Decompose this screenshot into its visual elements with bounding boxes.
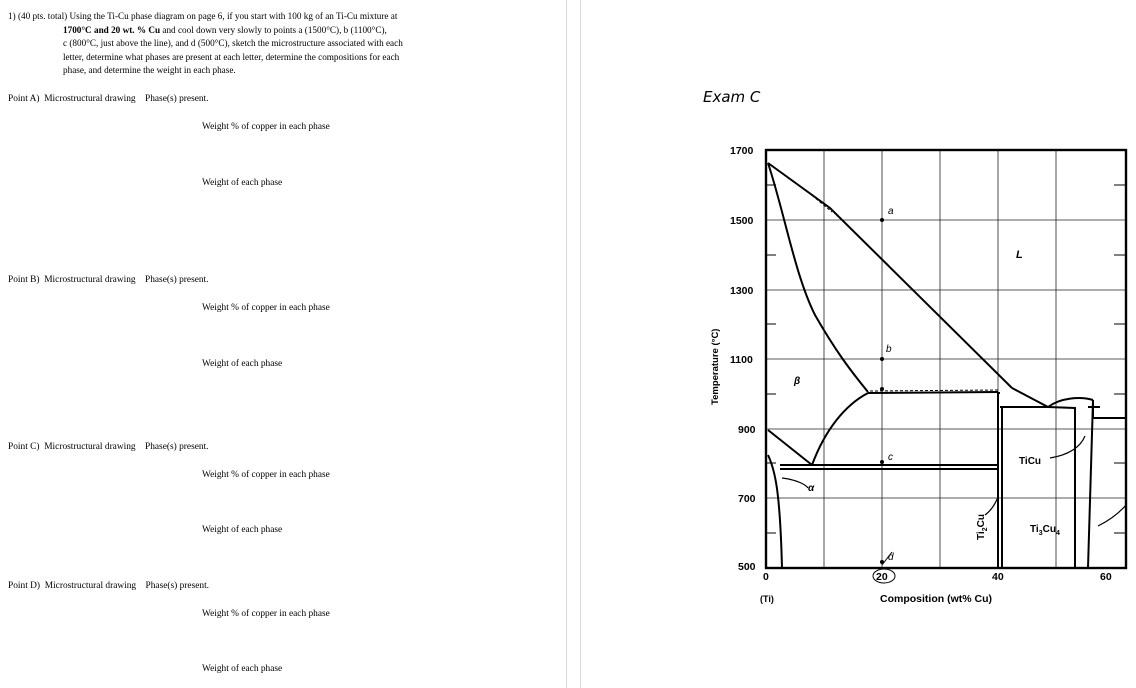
y-tick-900: 900 bbox=[738, 424, 756, 436]
hand-label-b: b bbox=[886, 344, 892, 355]
point-a-drawing-label: Microstructural drawing bbox=[44, 94, 136, 104]
ti2cu-cu: Cu bbox=[976, 514, 987, 528]
point-a-header bbox=[8, 94, 209, 104]
y-axis-label: Temperature (°C) bbox=[710, 328, 721, 405]
x-tick-0: 0 bbox=[763, 571, 769, 583]
point-b-header bbox=[8, 275, 209, 285]
grid bbox=[766, 150, 1126, 568]
page-divider-left bbox=[566, 0, 567, 688]
point-d-weight-label: Weight of each phase bbox=[202, 664, 283, 674]
point-d-title: Point D) bbox=[8, 581, 41, 591]
hand-label-a: a bbox=[888, 206, 894, 217]
question-line-5: phase, and determine the weight in each phase. bbox=[63, 65, 236, 76]
point-b-weight-pct-label: Weight % of copper in each phase bbox=[202, 303, 330, 313]
point-b-drawing-label: Microstructural drawing bbox=[44, 275, 136, 285]
point-a-title: Point A) bbox=[8, 94, 40, 104]
question-text bbox=[8, 10, 478, 78]
point-b-weight-label: Weight of each phase bbox=[202, 359, 283, 369]
x-origin-ti: (Ti) bbox=[760, 594, 774, 604]
phase-label-ticu: TiCu bbox=[1019, 456, 1042, 467]
y-tick-1100: 1100 bbox=[730, 354, 753, 366]
point-d-weight-pct-label: Weight % of copper in each phase bbox=[202, 609, 330, 619]
point-a-phases-label: Phase(s) present. bbox=[144, 94, 209, 104]
x-axis-label: Composition (wt% Cu) bbox=[880, 593, 992, 605]
x-tick-60: 60 bbox=[1100, 571, 1112, 583]
question-line-2 bbox=[8, 24, 478, 38]
hand-label-c: c bbox=[888, 452, 893, 463]
phase-boundaries bbox=[768, 163, 1126, 568]
phase-label-beta: β bbox=[794, 376, 801, 387]
ti3cu4-cu: Cu bbox=[1042, 524, 1056, 535]
point-c-weight-pct-label: Weight % of copper in each phase bbox=[202, 470, 330, 480]
point-b-phases-label: Phase(s) present. bbox=[144, 275, 209, 285]
handwritten-exam-title: Exam C bbox=[703, 88, 761, 106]
point-c-header bbox=[8, 442, 209, 452]
marker-c bbox=[880, 460, 884, 464]
ti2cu-ti: Ti bbox=[976, 531, 987, 540]
phase-label-ti3cu4 bbox=[1030, 524, 1060, 537]
phase-label-alpha: α bbox=[808, 483, 815, 494]
y-tick-1500: 1500 bbox=[730, 215, 754, 227]
ti3cu4-sub: 3 bbox=[1038, 530, 1043, 537]
y-tick-500: 500 bbox=[738, 561, 756, 573]
point-a-weight-pct-label: Weight % of copper in each phase bbox=[202, 122, 330, 132]
ti3cu4-sub2: 4 bbox=[1055, 530, 1060, 537]
phase-label-liquid: L bbox=[1016, 249, 1023, 261]
question-line-1: 1) (40 pts. total) Using the Ti-Cu phase diagram on page 6, if you start with 100 kg of an Ti-Cu mixture at bbox=[8, 11, 398, 21]
point-a-weight-label: Weight of each phase bbox=[202, 178, 283, 188]
phase-label-ti2cu bbox=[976, 514, 989, 540]
x-tick-40: 40 bbox=[992, 571, 1004, 583]
page-divider-right bbox=[580, 0, 581, 688]
point-c-weight-label: Weight of each phase bbox=[202, 525, 283, 535]
ti3cu4-ti: Ti bbox=[1030, 524, 1039, 535]
y-tick-1700: 1700 bbox=[730, 145, 754, 157]
point-c-title: Point C) bbox=[8, 442, 40, 452]
y-tick-1300: 1300 bbox=[730, 285, 754, 297]
question-line-2-rest: and cool down very slowly to points a (1500°C), b (1100°C), bbox=[160, 24, 387, 35]
question-conditions: 1700°C and 20 wt. % Cu bbox=[63, 24, 161, 35]
svg-text:Ti2Cu bbox=[976, 514, 989, 540]
ti2cu-sub: 2 bbox=[982, 527, 989, 532]
marker-a bbox=[880, 218, 884, 222]
point-c-drawing-label: Microstructural drawing bbox=[44, 442, 136, 452]
point-c-phases-label: Phase(s) present. bbox=[144, 442, 209, 452]
ti-cu-phase-diagram bbox=[700, 140, 1136, 610]
question-line-3: c (800°C, just above the line), and d (500°C), sketch the microstructure associated with each bbox=[63, 38, 403, 49]
hand-label-d: d bbox=[888, 552, 894, 563]
marker-b bbox=[880, 357, 884, 361]
point-b-title: Point B) bbox=[8, 275, 40, 285]
question-line-4: letter, determine what phases are present at each letter, determine the compositions for each bbox=[63, 51, 400, 62]
y-tick-700: 700 bbox=[738, 493, 756, 505]
point-d-phases-label: Phase(s) present. bbox=[145, 581, 210, 591]
point-d-drawing-label: Microstructural drawing bbox=[44, 581, 137, 591]
point-d-header bbox=[8, 581, 209, 591]
marker-liquidus-intersection bbox=[880, 387, 884, 391]
x-tick-20: 20 bbox=[876, 571, 888, 583]
dashed-overlays bbox=[808, 192, 998, 391]
